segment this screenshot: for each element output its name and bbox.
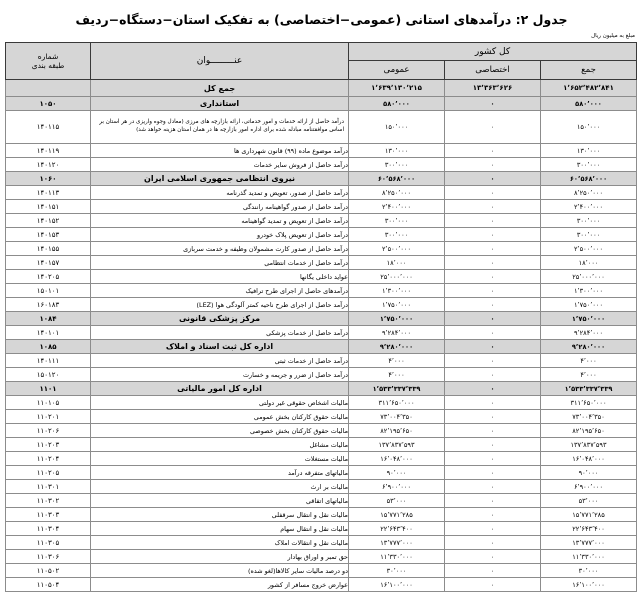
cell-general: ۱۵۰٬۰۰۰: [349, 111, 445, 144]
table-row: [6, 354, 637, 368]
cell-sum: ۱۳۰٬۰۰۰: [541, 144, 637, 158]
table-row: [6, 144, 637, 158]
cell-title: درآمد حاصل از خدمات ثبتی: [91, 354, 349, 368]
cell-code: ۱۱۰۳۰۱: [6, 480, 91, 494]
cell-code: ۱۴۰۱۱۹: [6, 144, 91, 158]
cell-general: ۱۱٬۳۳۰٬۰۰۰: [349, 550, 445, 564]
cell-sum: ۱۶٬۰۴۸٬۰۰۰: [541, 452, 637, 466]
cell-code: ۱۴۰۲۰۵: [6, 270, 91, 284]
cell-code: ۱۱۰۳۰۲: [6, 494, 91, 508]
cell-title: مالیاتهای متفرقه درآمد: [91, 466, 349, 480]
table-header: [6, 43, 637, 80]
cell-code: ۱۴۰۱۱۱: [6, 354, 91, 368]
grand-total-specific: ۱۳٬۳۶۳٬۶۲۶: [445, 80, 541, 97]
cell-title: درآمد حاصل از ارائه خدمات و امور خدماتی، ارائه بازارچه های مرزی (معادل وجوه واریزی در هر استان بر اساس موافقتنامه مبادله شده برای اداره امور بازارچه ها در همان استان هزینه خواهد شد): [91, 111, 349, 144]
cell-sum: ۹٬۲۸۰٬۰۰۰: [541, 340, 637, 354]
cell-sum: ۴٬۰۰۰: [541, 354, 637, 368]
table-row: [6, 326, 637, 340]
cell-specific: ۰: [445, 410, 541, 424]
table-row: [6, 368, 637, 382]
cell-sum: ۱۳۷٬۸۳۷٬۵۹۳: [541, 438, 637, 452]
cell-code: ۱۱۰۳۰۵: [6, 536, 91, 550]
cell-title: درآمد حاصل از اجرای طرح ناحیه کمتر آلودگی هوا (LEZ): [91, 298, 349, 312]
cell-sum: ۲٬۴۰۰٬۰۰۰: [541, 200, 637, 214]
cell-sum: ۱٬۷۵۰٬۰۰۰: [541, 298, 637, 312]
table-row: [6, 424, 637, 438]
header-code-column: [6, 43, 91, 80]
cell-title: مالیات نقل و انتقال سرقفلی: [91, 508, 349, 522]
table-row: [6, 508, 637, 522]
header-title-column: عنـــــــــوان: [91, 43, 349, 80]
table-row: [6, 242, 637, 256]
cell-sum: ۳۰٬۰۰۰: [541, 564, 637, 578]
cell-general: ۹٬۲۸۴٬۰۰۰: [349, 326, 445, 340]
cell-general: ۶۰٬۵۶۸٬۰۰۰: [349, 172, 445, 186]
cell-specific: ۰: [445, 494, 541, 508]
table-row: [6, 550, 637, 564]
cell-specific: ۰: [445, 270, 541, 284]
header-code-line1: شماره: [37, 51, 59, 61]
cell-title: درآمد حاصل از صدور کارت مشمولان وظیفه و خدمت سربازی: [91, 242, 349, 256]
cell-sum: ۳۰۰٬۰۰۰: [541, 228, 637, 242]
cell-sum: ۸۲٬۱۹۵٬۶۵۰: [541, 424, 637, 438]
table-row: [6, 578, 637, 592]
cell-sum: ۵۳٬۰۰۰: [541, 494, 637, 508]
cell-general: ۶٬۹۰۰٬۰۰۰: [349, 480, 445, 494]
cell-general: ۵۳٬۰۰۰: [349, 494, 445, 508]
cell-general: ۲۵٬۰۰۰٬۰۰۰: [349, 270, 445, 284]
cell-general: ۲٬۵۰۰٬۰۰۰: [349, 242, 445, 256]
page-title: جدول ۲: درآمدهای استانی (عمومی−اختصاصی) به تفکیک استان−دستگاه−ردیف: [75, 12, 568, 27]
cell-specific: ۰: [445, 144, 541, 158]
cell-code: ۱۴۰۱۲۰: [6, 158, 91, 172]
cell-code: ۱۴۰۱۵۷: [6, 256, 91, 270]
cell-general: ۴٬۰۰۰: [349, 368, 445, 382]
cell-title: درآمد حاصل از تعویض پلاک خودرو: [91, 228, 349, 242]
cell-title: درآمد حاصل از تعویض و تمدید گواهینامه: [91, 214, 349, 228]
table-row: [6, 396, 637, 410]
cell-specific: ۰: [445, 256, 541, 270]
cell-general: ۳۰۰٬۰۰۰: [349, 214, 445, 228]
cell-sum: ۱۸٬۰۰۰: [541, 256, 637, 270]
cell-code: ۱۱۰۵۰۴: [6, 578, 91, 592]
cell-general: ۱۳۰٬۰۰۰: [349, 144, 445, 158]
cell-code: ۱۱۰۲۰۱: [6, 410, 91, 424]
table-row: [6, 494, 637, 508]
cell-specific: ۰: [445, 312, 541, 326]
cell-code: ۱۰۶۰: [6, 172, 91, 186]
cell-general: ۹٬۲۸۰٬۰۰۰: [349, 340, 445, 354]
header-code-line2: طبقه بندی: [31, 61, 65, 70]
table-row: [6, 536, 637, 550]
cell-general: ۱۶٬۱۰۰٬۰۰۰: [349, 578, 445, 592]
cell-specific: ۰: [445, 214, 541, 228]
cell-specific: ۰: [445, 111, 541, 144]
cell-general: ۳۰۰٬۰۰۰: [349, 158, 445, 172]
table-row: [6, 452, 637, 466]
cell-sum: ۱۵٬۷۷۱٬۲۸۵: [541, 508, 637, 522]
header-row-group: [6, 43, 637, 61]
cell-sum: ۱۶٬۱۰۰٬۰۰۰: [541, 578, 637, 592]
cell-general: ۳۰۰٬۰۰۰: [349, 228, 445, 242]
cell-specific: ۰: [445, 326, 541, 340]
cell-title: عوارض خروج مسافر از کشور: [91, 578, 349, 592]
cell-code: ۱۴۰۱۵۳: [6, 228, 91, 242]
table-row: [6, 270, 637, 284]
cell-code: ۱۵۰۱۰۱: [6, 284, 91, 298]
grand-total-general: ۱٬۶۳۹٬۱۳۰٬۲۱۵: [349, 80, 445, 97]
cell-title: مرکز پزشکی قانونی: [91, 312, 349, 326]
cell-specific: ۰: [445, 508, 541, 522]
cell-general: ۳۰٬۰۰۰: [349, 564, 445, 578]
cell-code: ۱۱۰۳۰۶: [6, 550, 91, 564]
cell-general: ۱۳۷٬۸۳۷٬۵۹۳: [349, 438, 445, 452]
cell-title: درآمدهای حاصل از اجرای طرح ترافیک: [91, 284, 349, 298]
cell-code: ۱۴۰۱۵۵: [6, 242, 91, 256]
table-row: [6, 284, 637, 298]
table-row: [6, 158, 637, 172]
cell-specific: ۰: [445, 382, 541, 396]
table-row: [6, 214, 637, 228]
cell-code: ۱۵۰۱۲۰: [6, 368, 91, 382]
cell-code: ۱۰۸۵: [6, 340, 91, 354]
cell-general: ۱٬۳۰۰٬۰۰۰: [349, 284, 445, 298]
cell-general: ۱۸٬۰۰۰: [349, 256, 445, 270]
cell-general: ۲۲٬۶۴۳٬۴۰۰: [349, 522, 445, 536]
table-row: [6, 298, 637, 312]
cell-specific: ۰: [445, 396, 541, 410]
cell-specific: ۰: [445, 354, 541, 368]
cell-code: ۱۰۸۴: [6, 312, 91, 326]
cell-title: عواید داخلی یگانها: [91, 270, 349, 284]
cell-specific: ۰: [445, 200, 541, 214]
cell-code: ۱۶۰۱۸۳: [6, 298, 91, 312]
cell-code: ۱۱۰۲۰۵: [6, 466, 91, 480]
cell-code: ۱۱۰۱: [6, 382, 91, 396]
cell-title: اداره کل ثبت اسناد و املاک: [91, 340, 349, 354]
cell-specific: ۰: [445, 97, 541, 111]
cell-general: ۲٬۴۰۰٬۰۰۰: [349, 200, 445, 214]
table-row: [6, 438, 637, 452]
table-row: [6, 228, 637, 242]
cell-sum: ۱۵۰٬۰۰۰: [541, 111, 637, 144]
table-row: [6, 256, 637, 270]
cell-title: مالیات مستغلات: [91, 452, 349, 466]
cell-title: مالیات بر ارث: [91, 480, 349, 494]
cell-general: ۳۱۱٬۶۵۰٬۰۰۰: [349, 396, 445, 410]
cell-code: ۱۱۰۲۰۶: [6, 424, 91, 438]
cell-specific: ۰: [445, 186, 541, 200]
cell-code: ۱۴۰۱۵۱: [6, 200, 91, 214]
cell-specific: ۰: [445, 340, 541, 354]
cell-specific: ۰: [445, 522, 541, 536]
header-col-specific: اختصاصی: [445, 61, 541, 80]
cell-general: ۱٬۷۵۰٬۰۰۰: [349, 298, 445, 312]
cell-specific: ۰: [445, 298, 541, 312]
grand-total-code: [6, 80, 91, 97]
cell-sum: ۴٬۰۰۰: [541, 368, 637, 382]
header-group-country: کل کشور: [349, 43, 637, 61]
table-row: [6, 382, 637, 396]
header-col-sum: جمع: [541, 61, 637, 80]
cell-sum: ۱٬۵۳۳٬۳۳۷٬۳۳۹: [541, 382, 637, 396]
cell-title: اداره کل امور مالیاتی: [91, 382, 349, 396]
cell-specific: ۰: [445, 438, 541, 452]
cell-title: مالیات حقوق کارکنان بخش خصوصی: [91, 424, 349, 438]
cell-specific: ۰: [445, 172, 541, 186]
cell-general: ۱٬۷۵۰٬۰۰۰: [349, 312, 445, 326]
grand-total-label: جمع کل: [91, 80, 349, 97]
cell-title: دو درصد مالیات سایر کالاها(لغو شده): [91, 564, 349, 578]
cell-sum: ۱۳٬۷۷۷٬۰۰۰: [541, 536, 637, 550]
cell-sum: ۱۱٬۳۳۰٬۰۰۰: [541, 550, 637, 564]
table-row: [6, 564, 637, 578]
cell-sum: ۶٬۹۰۰٬۰۰۰: [541, 480, 637, 494]
cell-code: ۱۴۰۱۰۱: [6, 326, 91, 340]
table-row: [6, 200, 637, 214]
table-row: [6, 172, 637, 186]
cell-code: ۱۱۰۳۰۳: [6, 508, 91, 522]
cell-general: ۱٬۵۳۳٬۳۳۷٬۳۳۹: [349, 382, 445, 396]
table-row: [6, 466, 637, 480]
cell-sum: ۳۱۱٬۶۵۰٬۰۰۰: [541, 396, 637, 410]
unit-note: مبلغ به میلیون ریال: [591, 33, 635, 39]
cell-title: درآمد حاصل از فروش سایر خدمات: [91, 158, 349, 172]
table-row: [6, 480, 637, 494]
table-row: [6, 186, 637, 200]
cell-sum: ۳۰۰٬۰۰۰: [541, 214, 637, 228]
cell-title: مالیاتهای اتفاقی: [91, 494, 349, 508]
cell-sum: ۵۸۰٬۰۰۰: [541, 97, 637, 111]
header-col-general: عمومی: [349, 61, 445, 80]
cell-title: مالیات نقل و انتقالات املاک: [91, 536, 349, 550]
cell-code: ۱۱۰۱۰۵: [6, 396, 91, 410]
cell-title: درآمد حاصل از خدمات پزشکی: [91, 326, 349, 340]
cell-code: ۱۴۰۱۱۳: [6, 186, 91, 200]
table-row: [6, 97, 637, 111]
cell-specific: ۰: [445, 536, 541, 550]
cell-sum: ۶۰٬۵۶۸٬۰۰۰: [541, 172, 637, 186]
cell-code: ۱۱۰۲۰۳: [6, 438, 91, 452]
cell-title: درآمد حاصل از خدمات انتظامی: [91, 256, 349, 270]
cell-general: ۴٬۰۰۰: [349, 354, 445, 368]
cell-title: نیروی انتظامی جمهوری اسلامی ایران: [91, 172, 349, 186]
cell-sum: ۹٬۲۸۴٬۰۰۰: [541, 326, 637, 340]
cell-sum: ۸٬۲۵۰٬۰۰۰: [541, 186, 637, 200]
cell-specific: ۰: [445, 158, 541, 172]
cell-specific: ۰: [445, 284, 541, 298]
cell-specific: ۰: [445, 466, 541, 480]
cell-specific: ۰: [445, 242, 541, 256]
cell-code: ۱۱۰۵۰۲: [6, 564, 91, 578]
cell-sum: ۲۵٬۰۰۰٬۰۰۰: [541, 270, 637, 284]
cell-general: ۱۳٬۷۷۷٬۰۰۰: [349, 536, 445, 550]
cell-title: مالیات حقوق کارکنان بخش عمومی: [91, 410, 349, 424]
table-row: [6, 312, 637, 326]
cell-specific: ۰: [445, 564, 541, 578]
cell-general: ۹۰٬۰۰۰: [349, 466, 445, 480]
cell-specific: ۰: [445, 228, 541, 242]
cell-sum: ۹۰٬۰۰۰: [541, 466, 637, 480]
cell-title: درآمد حاصل از صدور گواهینامه رانندگی: [91, 200, 349, 214]
cell-sum: ۷۳٬۰۰۴٬۳۵۰: [541, 410, 637, 424]
cell-title: مالیات نقل و انتقال سهام: [91, 522, 349, 536]
cell-code: ۱۴۰۱۱۵: [6, 111, 91, 144]
cell-sum: ۲٬۵۰۰٬۰۰۰: [541, 242, 637, 256]
cell-code: ۱۰۵۰: [6, 97, 91, 111]
cell-sum: ۳۰۰٬۰۰۰: [541, 158, 637, 172]
cell-sum: ۱٬۷۵۰٬۰۰۰: [541, 312, 637, 326]
cell-code: ۱۴۰۱۵۲: [6, 214, 91, 228]
cell-title: مالیات اشخاص حقوقی غیر دولتی: [91, 396, 349, 410]
budget-table: [5, 42, 637, 592]
cell-specific: ۰: [445, 550, 541, 564]
cell-title: استانداری: [91, 97, 349, 111]
cell-general: ۸٬۲۵۰٬۰۰۰: [349, 186, 445, 200]
table-row: [6, 340, 637, 354]
cell-title: حق تمبر و اوراق بهادار: [91, 550, 349, 564]
table-body: [6, 80, 637, 592]
cell-title: درآمد موضوع ماده (۹۹) قانون شهرداری ها: [91, 144, 349, 158]
grand-total-sum: ۱٬۶۵۲٬۴۸۲٬۸۴۱: [541, 80, 637, 97]
cell-title: درآمد حاصل از ضرر و جریمه و خسارت: [91, 368, 349, 382]
cell-title: مالیات مشاغل: [91, 438, 349, 452]
cell-general: ۷۳٬۰۰۴٬۳۵۰: [349, 410, 445, 424]
cell-sum: ۲۲٬۶۴۳٬۴۰۰: [541, 522, 637, 536]
cell-specific: ۰: [445, 452, 541, 466]
cell-specific: ۰: [445, 480, 541, 494]
cell-specific: ۰: [445, 578, 541, 592]
cell-sum: ۱٬۳۰۰٬۰۰۰: [541, 284, 637, 298]
table-row: [6, 111, 637, 144]
grand-total-row: [6, 80, 637, 97]
cell-general: ۵۸۰٬۰۰۰: [349, 97, 445, 111]
cell-code: ۱۱۰۲۰۴: [6, 452, 91, 466]
table-row: [6, 522, 637, 536]
cell-specific: ۰: [445, 368, 541, 382]
cell-general: ۱۶٬۰۴۸٬۰۰۰: [349, 452, 445, 466]
cell-code: ۱۱۰۳۰۴: [6, 522, 91, 536]
cell-specific: ۰: [445, 424, 541, 438]
cell-title: درآمد حاصل از صدور، تعویض و تمدید گذرنامه: [91, 186, 349, 200]
cell-general: ۸۲٬۱۹۵٬۶۵۰: [349, 424, 445, 438]
table-row: [6, 410, 637, 424]
cell-general: ۱۵٬۷۷۱٬۲۸۵: [349, 508, 445, 522]
